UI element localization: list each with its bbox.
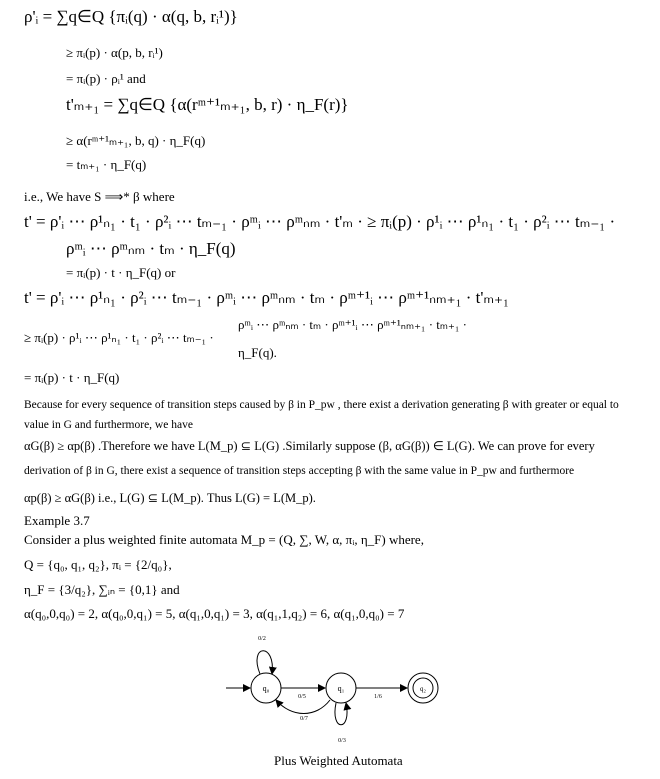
edge-q1-q0-label: 0/7 [300, 716, 308, 722]
eq-line-4: t'ₘ₊₁ = ∑q∈Q {α(rᵐ⁺¹ₘ₊₁, b, r) · η_F(r)} [66, 95, 349, 114]
para-line-2: value in G and furthermore, we have [24, 419, 193, 431]
eq-line-11a: ≥ πᵢ(p) · ρ¹ᵢ ⋯ ρ¹ₙ₁ · t₁ · ρ²ᵢ ⋯ tₘ₋₁ · [24, 330, 214, 345]
eq-line-1: ρ'ᵢ = ∑q∈Q {πᵢ(q) · α(q, b, rᵢ¹)} [24, 7, 238, 26]
example-heading: Example 3.7 [24, 513, 90, 528]
eq-line-2: ≥ πᵢ(p) · α(p, b, rᵢ¹) [66, 45, 163, 60]
para-line-5: αp(β) ≥ αG(β) i.e., L(G) ⊆ L(M_p). Thus L(G) = L(M_p). [24, 491, 316, 505]
eq-line-7: t' = ρ'ᵢ ⋯ ρ¹ₙ₁ · t₁ · ρ²ᵢ ⋯ tₘ₋₁ · ρᵐᵢ ⋯ ρᵐₙₘ · t'ₘ · ≥ πᵢ(p) · ρ¹ᵢ ⋯ ρ¹ₙ₁ · t₁ · ρ²ᵢ ⋯ tₘ₋₁ · [24, 212, 616, 231]
eq-line-6: = tₘ₊₁ · η_F(q) [66, 157, 147, 172]
state-q0-label: q₀ [262, 684, 270, 693]
state-q1-label: q₁ [337, 684, 345, 693]
loop-q1-label: 0/3 [338, 738, 346, 744]
edge-q0-q1-label: 0/5 [298, 694, 306, 700]
eq-line-11b: ρᵐᵢ ⋯ ρᵐₙₘ · tₘ · ρᵐ⁺¹ᵢ ⋯ ρᵐ⁺¹ₙₘ₊₁ · tₘ₊₁ · [238, 317, 467, 332]
loop-q1 [335, 703, 347, 725]
example-states: Q = {q₀, q₁, q₂}, πᵢ = {2/q₀}, [24, 557, 172, 572]
eq-line-9: = πᵢ(p) · t · η_F(q) or [66, 265, 176, 280]
edge-q1-q2-label: 1/6 [374, 694, 382, 700]
eq-line-11c: η_F(q). [238, 345, 277, 360]
edge-q1-q0 [276, 700, 330, 714]
para-line-4: derivation of β in G, there exist a sequence of transition steps accepting β with the same value in P_pw and furthermore [24, 465, 575, 477]
eq-line-12: = πᵢ(p) · t · η_F(q) [24, 370, 120, 385]
eq-line-5: ≥ α(rᵐ⁺¹ₘ₊₁, b, q) · η_F(q) [66, 133, 206, 148]
eq-line-10: t' = ρ'ᵢ ⋯ ρ¹ₙ₁ · ρ²ᵢ ⋯ tₘ₋₁ · ρᵐᵢ ⋯ ρᵐₙₘ · tₘ · ρᵐ⁺¹ᵢ ⋯ ρᵐ⁺¹ₙₘ₊₁ · t'ₘ₊₁ [24, 288, 509, 307]
example-intro: Consider a plus weighted finite automata M_p = (Q, ∑, W, α, πᵢ, η_F) where, [24, 532, 424, 547]
automaton-diagram [220, 628, 450, 748]
state-q2-label: q₂ [420, 685, 426, 693]
ie-line: i.e., We have S ⟹* β where [24, 189, 175, 204]
eq-line-3: = πᵢ(p) · ρᵢ¹ and [66, 71, 146, 86]
para-line-1: Because for every sequence of transition steps caused by β in P_pw , there exist a derivation generating β with greater or equal to [24, 399, 619, 411]
example-alpha: α(q₀,0,q₀) = 2, α(q₀,0,q₁) = 5, α(q₁,0,q₁) = 3, α(q₁,1,q₂) = 6, α(q₁,0,q₀) = 7 [24, 606, 405, 621]
eq-line-8: ρᵐᵢ ⋯ ρᵐₙₘ · tₘ · η_F(q) [66, 239, 236, 258]
figure-caption: Plus Weighted Automata [274, 753, 403, 768]
example-eta: η_F = {3/q₂}, ∑ᵢₙ = {0,1} and [24, 582, 180, 597]
loop-q0 [257, 651, 272, 674]
para-line-3: αG(β) ≥ αp(β) .Therefore we have L(M_p) ⊆ L(G) .Similarly suppose (β, αG(β)) ∈ L(G). We can prove for every [24, 439, 595, 453]
loop-q0-label: 0/2 [258, 636, 266, 642]
